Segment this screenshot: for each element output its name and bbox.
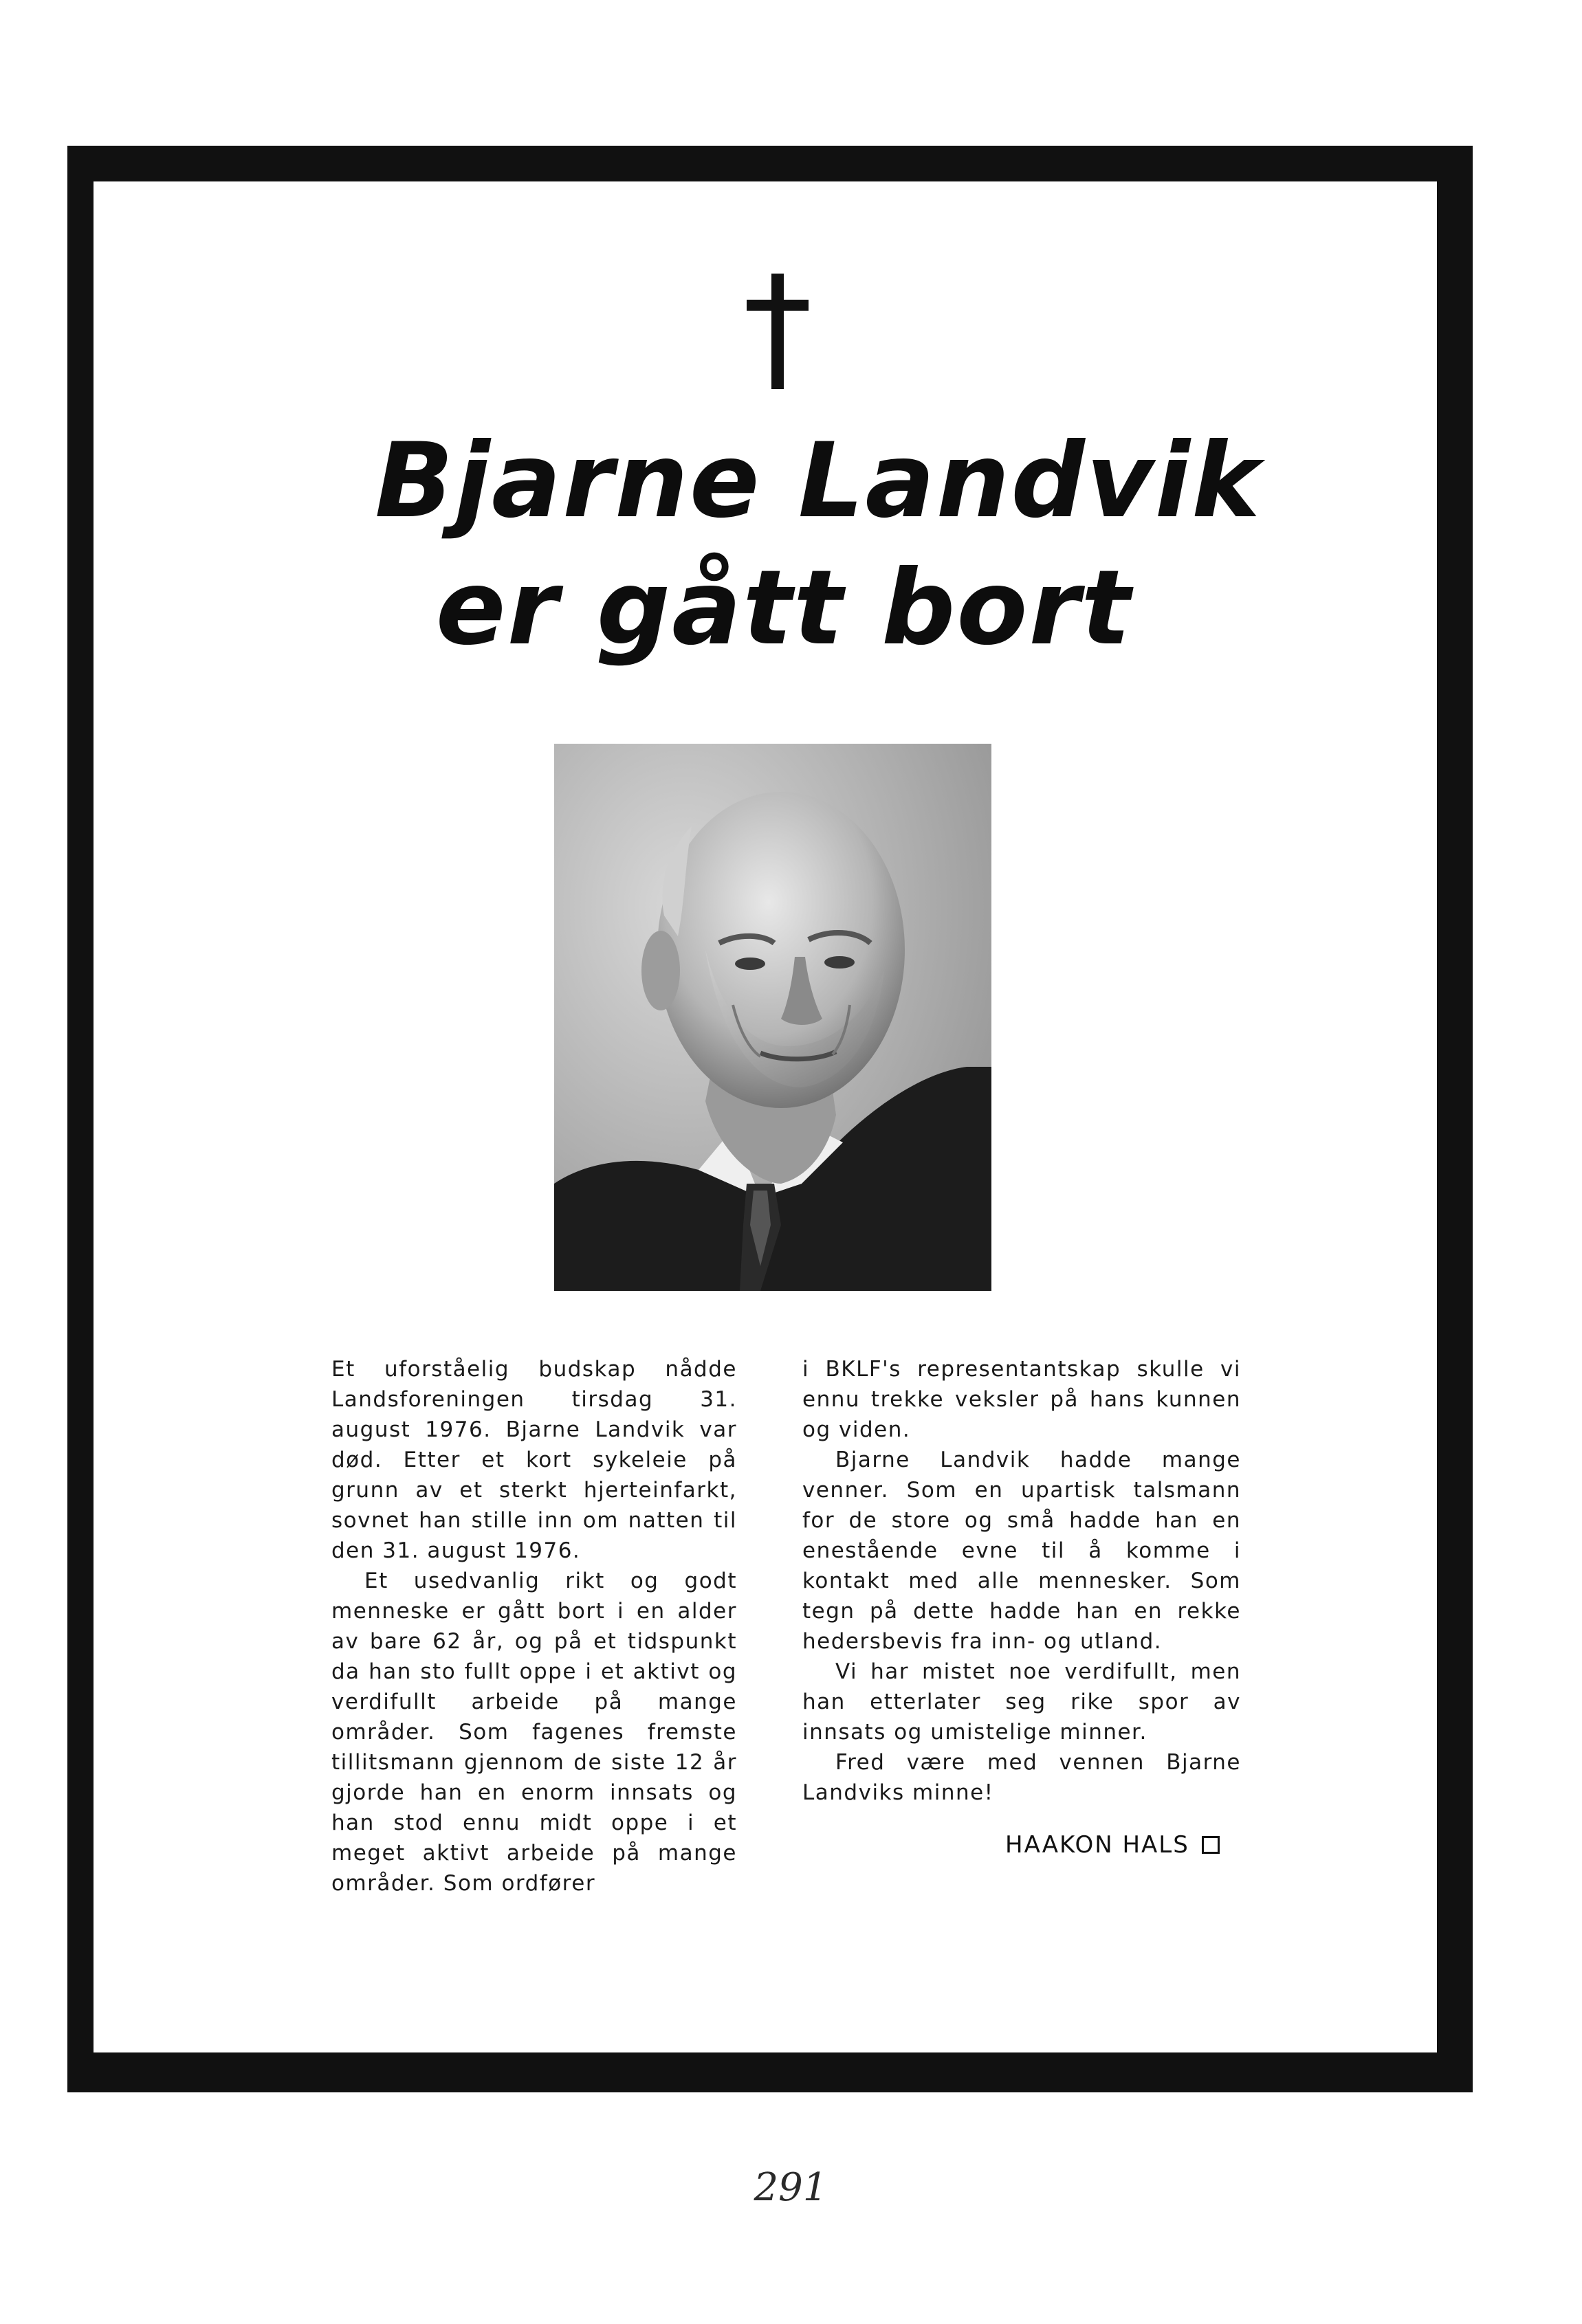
article-column-right (802, 1354, 1241, 1808)
paragraph: Fred være med vennen Bjarne Landviks minne! (802, 1750, 1241, 1805)
paragraph: Bjarne Landvik hadde mange venner. Som en upartisk talsmann for de store og små hadde han en enestående evne til å komme i kontakt med alle mennesker. Som tegn på dette hadde han en rekke hedersbevis fra inn- og utland. (802, 1448, 1241, 1654)
end-mark-icon (1202, 1836, 1220, 1854)
author-name: HAAKON HALS (1005, 1831, 1189, 1859)
cross-icon (737, 274, 820, 389)
page-number: 291 (754, 2165, 828, 2210)
author-signature (1005, 1831, 1220, 1859)
headline-name: Bjarne Landvik (375, 421, 1262, 541)
paragraph: i BKLF's representantskap skulle vi ennu trekke veksler på hans kunnen og viden. (802, 1357, 1241, 1442)
paragraph: Et usedvanlig rikt og godt menneske er gått bort i en alder av bare 62 år, og på et tidspunkt da han sto fullt oppe i et aktivt og verdifullt arbeide på mange områder. Som fagenes fremste tillitsmann gjennom de siste 12 år gjorde han en enorm innsats og han stod ennu midt oppe i et meget aktivt arbeide på mange områder. Som ordfører (331, 1569, 737, 1896)
paragraph: Et uforståelig budskap nådde Landsforeningen tirsdag 31. august 1976. Bjarne Landvik var død. Etter et kort sykeleie på grunn av et sterkt hjerteinfarkt, sovnet han stille inn om natten til den 31. august 1976. (331, 1357, 737, 1563)
article-column-left (331, 1354, 737, 1899)
headline-subtitle: er gått bort (435, 549, 1132, 668)
paragraph: Vi har mistet noe verdifullt, men han etterlater seg rike spor av innsats og umistelige minner. (802, 1659, 1241, 1745)
portrait-photo (554, 744, 991, 1291)
